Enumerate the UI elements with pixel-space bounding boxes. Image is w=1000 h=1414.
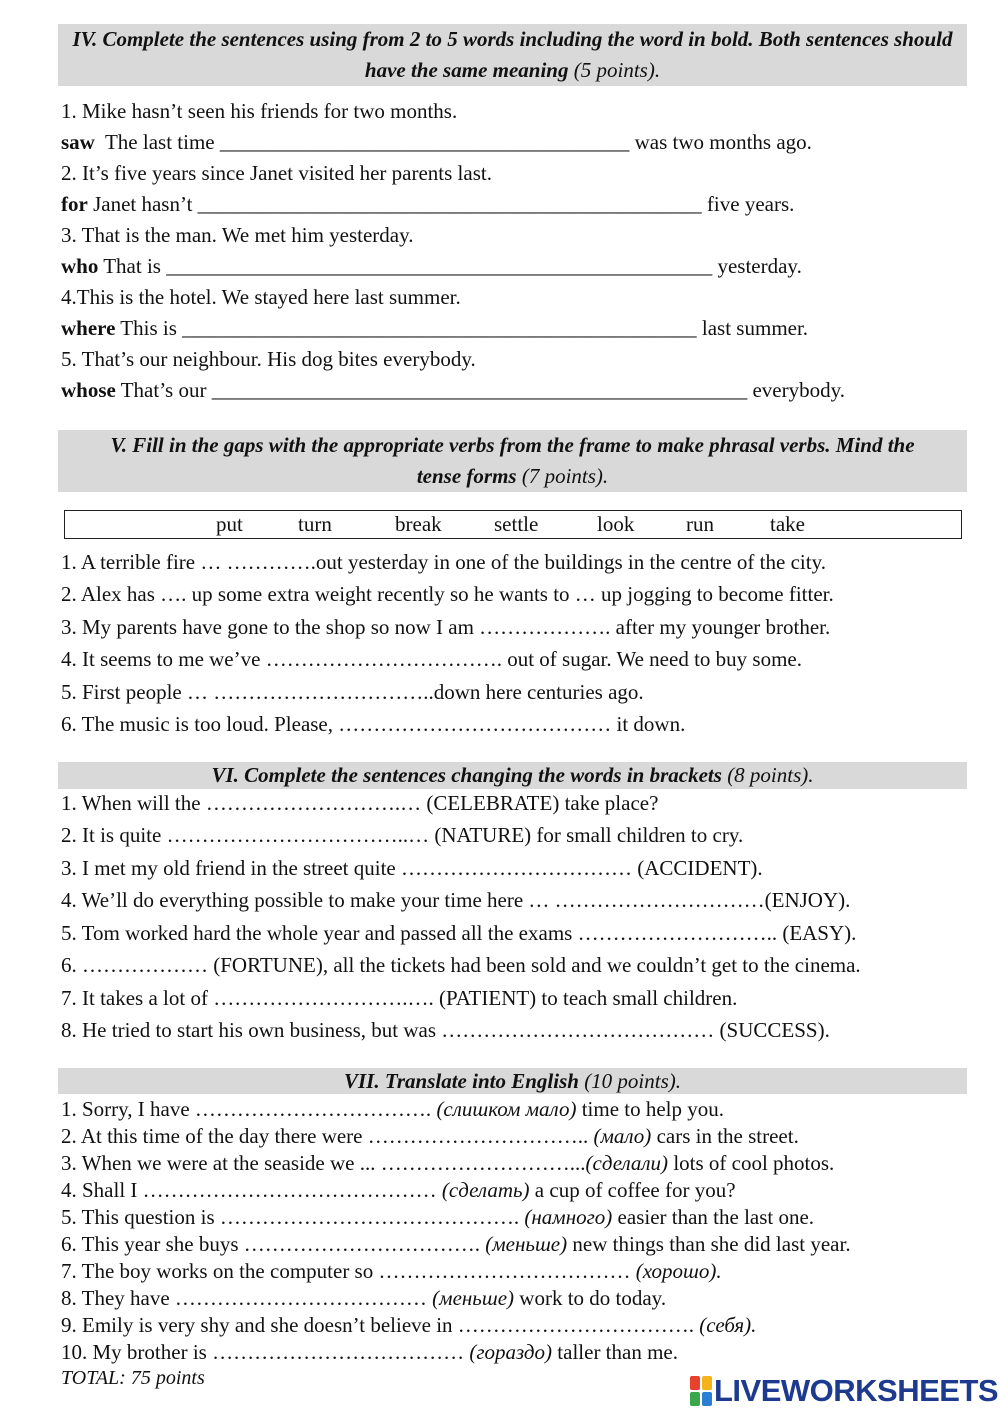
- s4-answer-line-3[interactable]: who That is ____________________________________________________ yesterday.: [61, 254, 802, 278]
- section-6-points: (8 points).: [727, 763, 814, 787]
- s6-item-8[interactable]: 8. He tried to start his own business, but was ………………………………… (SUCCESS).: [61, 1018, 830, 1042]
- s4-keyword-2: for: [61, 192, 88, 216]
- section-5-title-line-2: tense forms: [416, 464, 517, 488]
- section-7-points: (10 points).: [584, 1069, 682, 1093]
- s6-item-1[interactable]: 1. When will the ……………………….… (CELEBRATE) take place?: [61, 791, 659, 815]
- total-points: TOTAL: 75 points: [61, 1367, 205, 1389]
- s4-keyword-1: saw: [61, 130, 95, 154]
- s7-item-8[interactable]: 8. They have ……………………………… (меньше) work to do today.: [61, 1286, 667, 1310]
- s6-item-6[interactable]: 6. ……………… (FORTUNE), all the tickets had been sold and we couldn’t get to the cinema.: [61, 953, 861, 977]
- s4-keyword-4: where: [61, 316, 116, 340]
- frame-word: take: [770, 512, 805, 536]
- s6-item-4[interactable]: 4. We’ll do everything possible to make your time here … …………………………(ENJOY).: [61, 888, 851, 912]
- section-7-title: VII. Translate into English: [343, 1069, 579, 1093]
- s4-answer-line-4[interactable]: where This is _________________________________________________ last summer.: [61, 316, 809, 340]
- frame-word: turn: [298, 512, 332, 536]
- s6-item-2[interactable]: 2. It is quite ……………………………..… (NATURE) for small children to cry.: [61, 823, 744, 847]
- s4-answer-line-5[interactable]: whose That’s our ___________________________________________________ everybody.: [61, 378, 845, 402]
- frame-word: put: [216, 512, 243, 536]
- s7-item-4[interactable]: 4. Shall I …………………………………… (сделать) a cup of coffee for you?: [61, 1178, 736, 1202]
- section-7-header: [58, 1068, 967, 1094]
- s4-sentence-3: 3. That is the man. We met him yesterday.: [61, 223, 414, 247]
- s4-sentence-1: 1. Mike hasn’t seen his friends for two months.: [61, 99, 458, 123]
- section-5-title-line-1: V. Fill in the gaps with the appropriate verbs from the frame to make phrasal verbs. Mind the: [110, 433, 915, 457]
- s7-item-10[interactable]: 10. My brother is ……………………………… (гораздо) taller than me.: [61, 1340, 678, 1364]
- liveworksheets-logo-text: LIVEWORKSHEETS: [714, 1373, 999, 1408]
- s5-item-5[interactable]: 5. First people … …………………………..down here centuries ago.: [61, 680, 644, 704]
- s4-answer-line-1[interactable]: saw The last time _______________________________________ was two months ago.: [61, 130, 812, 154]
- s7-item-5[interactable]: 5. This question is ……………………………………. (намного) easier than the last one.: [61, 1205, 815, 1229]
- s6-item-3[interactable]: 3. I met my old friend in the street quite …………………………… (ACCIDENT).: [61, 856, 763, 880]
- section-5-header: [58, 430, 967, 492]
- s7-item-7[interactable]: 7. The boy works on the computer so ……………………………… (хорошо).: [61, 1259, 722, 1283]
- s7-item-6[interactable]: 6. This year she buys ……………………………. (меньше) new things than she did last year.: [61, 1232, 851, 1256]
- s4-keyword-5: whose: [61, 378, 116, 402]
- s5-item-2[interactable]: 2. Alex has …. up some extra weight recently so he wants to … up jogging to become fitter.: [61, 582, 834, 606]
- section-4-title: IV. Complete the sentences using from 2 to 5 words including the word in bold. Both sentences should have the same meaning: [72, 27, 953, 82]
- s4-sentence-5: 5. That’s our neighbour. His dog bites everybody.: [61, 347, 476, 371]
- section-5-points: (7 points).: [521, 464, 609, 488]
- frame-word: break: [395, 512, 442, 536]
- frame-word: run: [686, 512, 714, 536]
- section-4-header: [58, 24, 967, 86]
- frame-word: look: [597, 512, 635, 536]
- s4-answer-line-2[interactable]: for Janet hasn’t ________________________________________________ five years.: [61, 192, 795, 216]
- section-6-title: VI. Complete the sentences changing the words in brackets: [211, 763, 722, 787]
- frame-word: settle: [494, 512, 539, 536]
- s7-item-1[interactable]: 1. Sorry, I have ……………………………. (слишком мало) time to help you.: [61, 1097, 725, 1121]
- liveworksheets-logo: [690, 1374, 998, 1408]
- s4-keyword-3: who: [61, 254, 99, 278]
- s5-item-6[interactable]: 6. The music is too loud. Please, ………………………………… it down.: [61, 712, 686, 736]
- s4-sentence-4: 4.This is the hotel. We stayed here last summer.: [61, 285, 461, 309]
- s4-sentence-2: 2. It’s five years since Janet visited her parents last.: [61, 161, 492, 185]
- s5-item-3[interactable]: 3. My parents have gone to the shop so now I am ………………. after my younger brother.: [61, 615, 831, 639]
- s7-item-2[interactable]: 2. At this time of the day there were ………………………….. (мало) cars in the street.: [61, 1124, 799, 1148]
- s6-item-7[interactable]: 7. It takes a lot of ……………………….…. (PATIENT) to teach small children.: [61, 986, 738, 1010]
- s5-item-1[interactable]: 1. A terrible fire … ………….out yesterday in one of the buildings in the centre of the city.: [61, 550, 826, 574]
- s5-item-4[interactable]: 4. It seems to me we’ve ……………………………. out of sugar. We need to buy some.: [61, 647, 802, 671]
- s7-item-3[interactable]: 3. When we were at the seaside we ... ………………………...(сделали) lots of cool photos.: [61, 1151, 835, 1175]
- word-frame: [64, 510, 962, 539]
- section-6-header: [58, 762, 967, 789]
- s6-item-5[interactable]: 5. Tom worked hard the whole year and passed all the exams ……………………….. (EASY).: [61, 921, 857, 945]
- section-4-points: (5 points).: [573, 58, 661, 82]
- liveworksheets-logo-icon: [690, 1376, 712, 1406]
- s7-item-9[interactable]: 9. Emily is very shy and she doesn’t believe in ……………………………. (себя).: [61, 1313, 757, 1337]
